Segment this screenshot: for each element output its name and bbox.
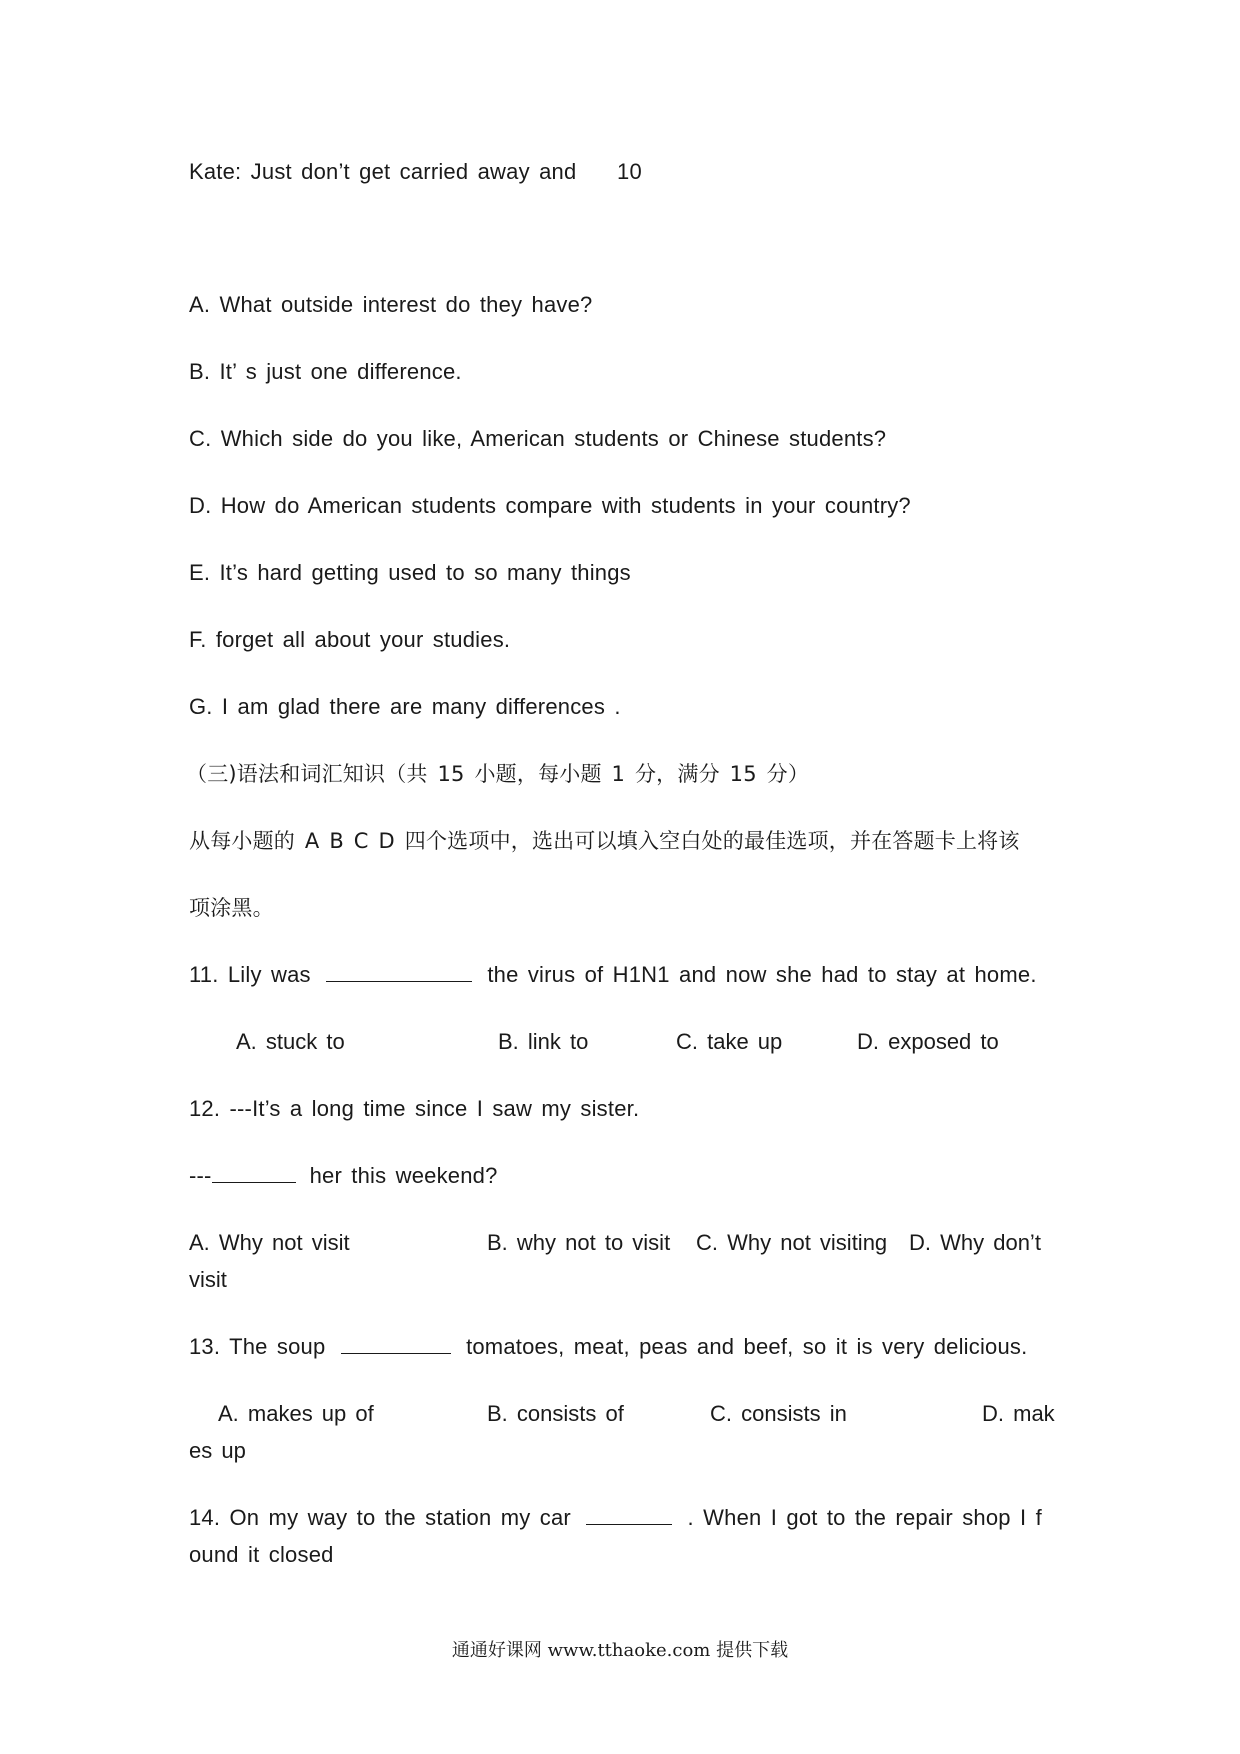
- section-instruction-line1: 从每小题的 A B C D 四个选项中，选出可以填入空白处的最佳选项，并在答题卡上将该: [189, 829, 1020, 853]
- q14-stem-after: . When I got to the repair shop I f: [687, 1505, 1042, 1530]
- q12-option-b: B. why not to visit: [487, 1230, 671, 1255]
- q13-option-d-wrap: es up: [189, 1438, 246, 1463]
- option-g: G. I am glad there are many differences .: [189, 694, 621, 719]
- page-footer: 通通好课网 www.tthaoke.com 提供下载: [451, 1640, 789, 1661]
- section-instruction-line2: 项涂黑。: [189, 896, 274, 920]
- dialogue-text: Kate: Just don’t get carried away and: [189, 159, 577, 184]
- q11-option-d: D. exposed to: [857, 1029, 999, 1054]
- q14-answer-blank: [586, 1504, 672, 1525]
- q12-dash-prefix: ---: [189, 1163, 212, 1188]
- question-12-line1: 12. ---It’s a long time since I saw my sister.: [189, 1096, 640, 1121]
- question-12-line2: [189, 1161, 498, 1191]
- question-11: [189, 960, 1037, 990]
- question-14: [189, 1503, 1042, 1533]
- option-e: E. It’s hard getting used to so many things: [189, 560, 631, 585]
- q13-stem-after: tomatoes, meat, peas and beef, so it is very delicious.: [466, 1334, 1028, 1359]
- q12-stem-after: her this weekend?: [309, 1163, 498, 1188]
- question-13: [189, 1332, 1027, 1362]
- q11-option-c: C. take up: [676, 1029, 783, 1054]
- q13-option-c: C. consists in: [710, 1401, 847, 1426]
- q11-option-a: A. stuck to: [236, 1029, 345, 1054]
- q12-option-a: A. Why not visit: [189, 1230, 350, 1255]
- q12-option-d: D. Why don’t: [909, 1230, 1041, 1255]
- option-f: F. forget all about your studies.: [189, 627, 511, 652]
- option-b: B. It’ s just one difference.: [189, 359, 462, 384]
- blank-number: 10: [617, 159, 642, 184]
- q13-option-b: B. consists of: [487, 1401, 624, 1426]
- q13-stem-before: 13. The soup: [189, 1334, 326, 1359]
- option-a: A. What outside interest do they have?: [189, 292, 593, 317]
- option-d: D. How do American students compare with students in your country?: [189, 493, 911, 518]
- dialogue-line: [189, 157, 642, 187]
- option-c: C. Which side do you like, American students or Chinese students?: [189, 426, 887, 451]
- section-heading: （三)语法和词汇知识（共 15 小题，每小题 1 分，满分 15 分）: [186, 762, 810, 786]
- q13-option-a: A. makes up of: [218, 1401, 374, 1426]
- q12-answer-blank: [212, 1162, 296, 1183]
- question-14-wrap: ound it closed: [189, 1542, 334, 1567]
- q11-stem-before: 11. Lily was: [189, 962, 311, 987]
- q14-stem-before: 14. On my way to the station my car: [189, 1505, 571, 1530]
- q11-option-b: B. link to: [498, 1029, 589, 1054]
- q13-answer-blank: [341, 1333, 451, 1354]
- q11-stem-after: the virus of H1N1 and now she had to stay at home.: [487, 962, 1037, 987]
- q11-answer-blank: [326, 961, 472, 982]
- q13-option-d: D. mak: [982, 1401, 1055, 1426]
- q12-option-d-wrap: visit: [189, 1267, 227, 1292]
- q12-option-c: C. Why not visiting: [696, 1230, 888, 1255]
